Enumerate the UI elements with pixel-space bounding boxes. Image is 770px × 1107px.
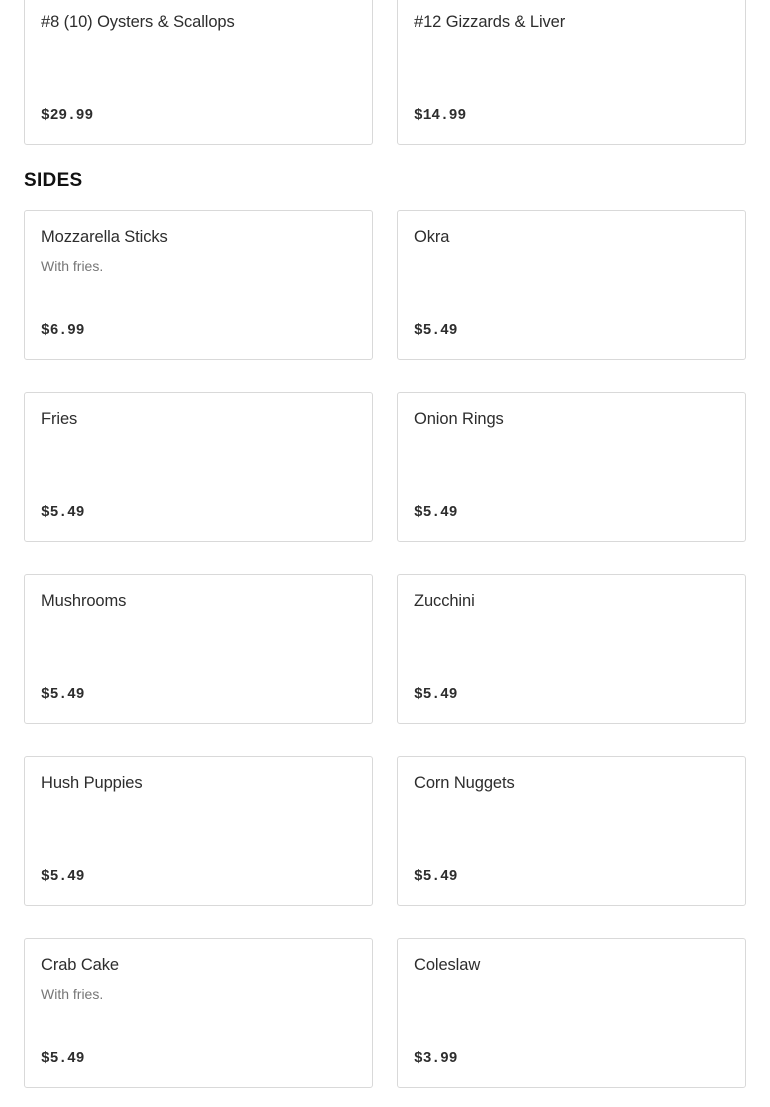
item-price: $5.49 <box>414 505 458 521</box>
item-price: $6.99 <box>41 323 85 339</box>
item-price: $5.49 <box>41 869 85 885</box>
item-name: #8 (10) Oysters & Scallops <box>41 13 235 31</box>
section-title-sides: SIDES <box>24 170 83 191</box>
item-name: Corn Nuggets <box>414 774 515 792</box>
menu-item-card[interactable] <box>397 938 746 1088</box>
menu-item-card[interactable] <box>24 210 373 360</box>
menu-item-card[interactable] <box>397 574 746 724</box>
menu-item-card[interactable] <box>397 0 746 145</box>
menu-item-card[interactable] <box>397 756 746 906</box>
item-name: Okra <box>414 228 450 246</box>
menu-item-card[interactable] <box>397 392 746 542</box>
item-name: #12 Gizzards & Liver <box>414 13 566 31</box>
item-description: With fries. <box>41 986 104 1002</box>
item-price: $5.49 <box>41 505 85 521</box>
item-price: $29.99 <box>41 108 94 124</box>
item-name: Onion Rings <box>414 410 504 428</box>
item-price: $5.49 <box>414 323 458 339</box>
item-name: Mozzarella Sticks <box>41 228 168 246</box>
item-name: Crab Cake <box>41 956 119 974</box>
menu-item-card[interactable] <box>24 392 373 542</box>
menu-item-card[interactable] <box>24 574 373 724</box>
menu-item-card[interactable] <box>24 0 373 145</box>
item-price: $14.99 <box>414 108 467 124</box>
item-price: $5.49 <box>414 869 458 885</box>
menu-item-card[interactable] <box>397 210 746 360</box>
item-price: $3.99 <box>414 1051 458 1067</box>
item-price: $5.49 <box>41 687 85 703</box>
item-name: Fries <box>41 410 78 428</box>
item-price: $5.49 <box>414 687 458 703</box>
menu-item-card[interactable] <box>24 756 373 906</box>
item-name: Hush Puppies <box>41 774 143 792</box>
item-name: Coleslaw <box>414 956 481 974</box>
item-name: Mushrooms <box>41 592 127 610</box>
item-name: Zucchini <box>414 592 475 610</box>
item-price: $5.49 <box>41 1051 85 1067</box>
item-description: With fries. <box>41 258 104 274</box>
menu-item-card[interactable] <box>24 938 373 1088</box>
